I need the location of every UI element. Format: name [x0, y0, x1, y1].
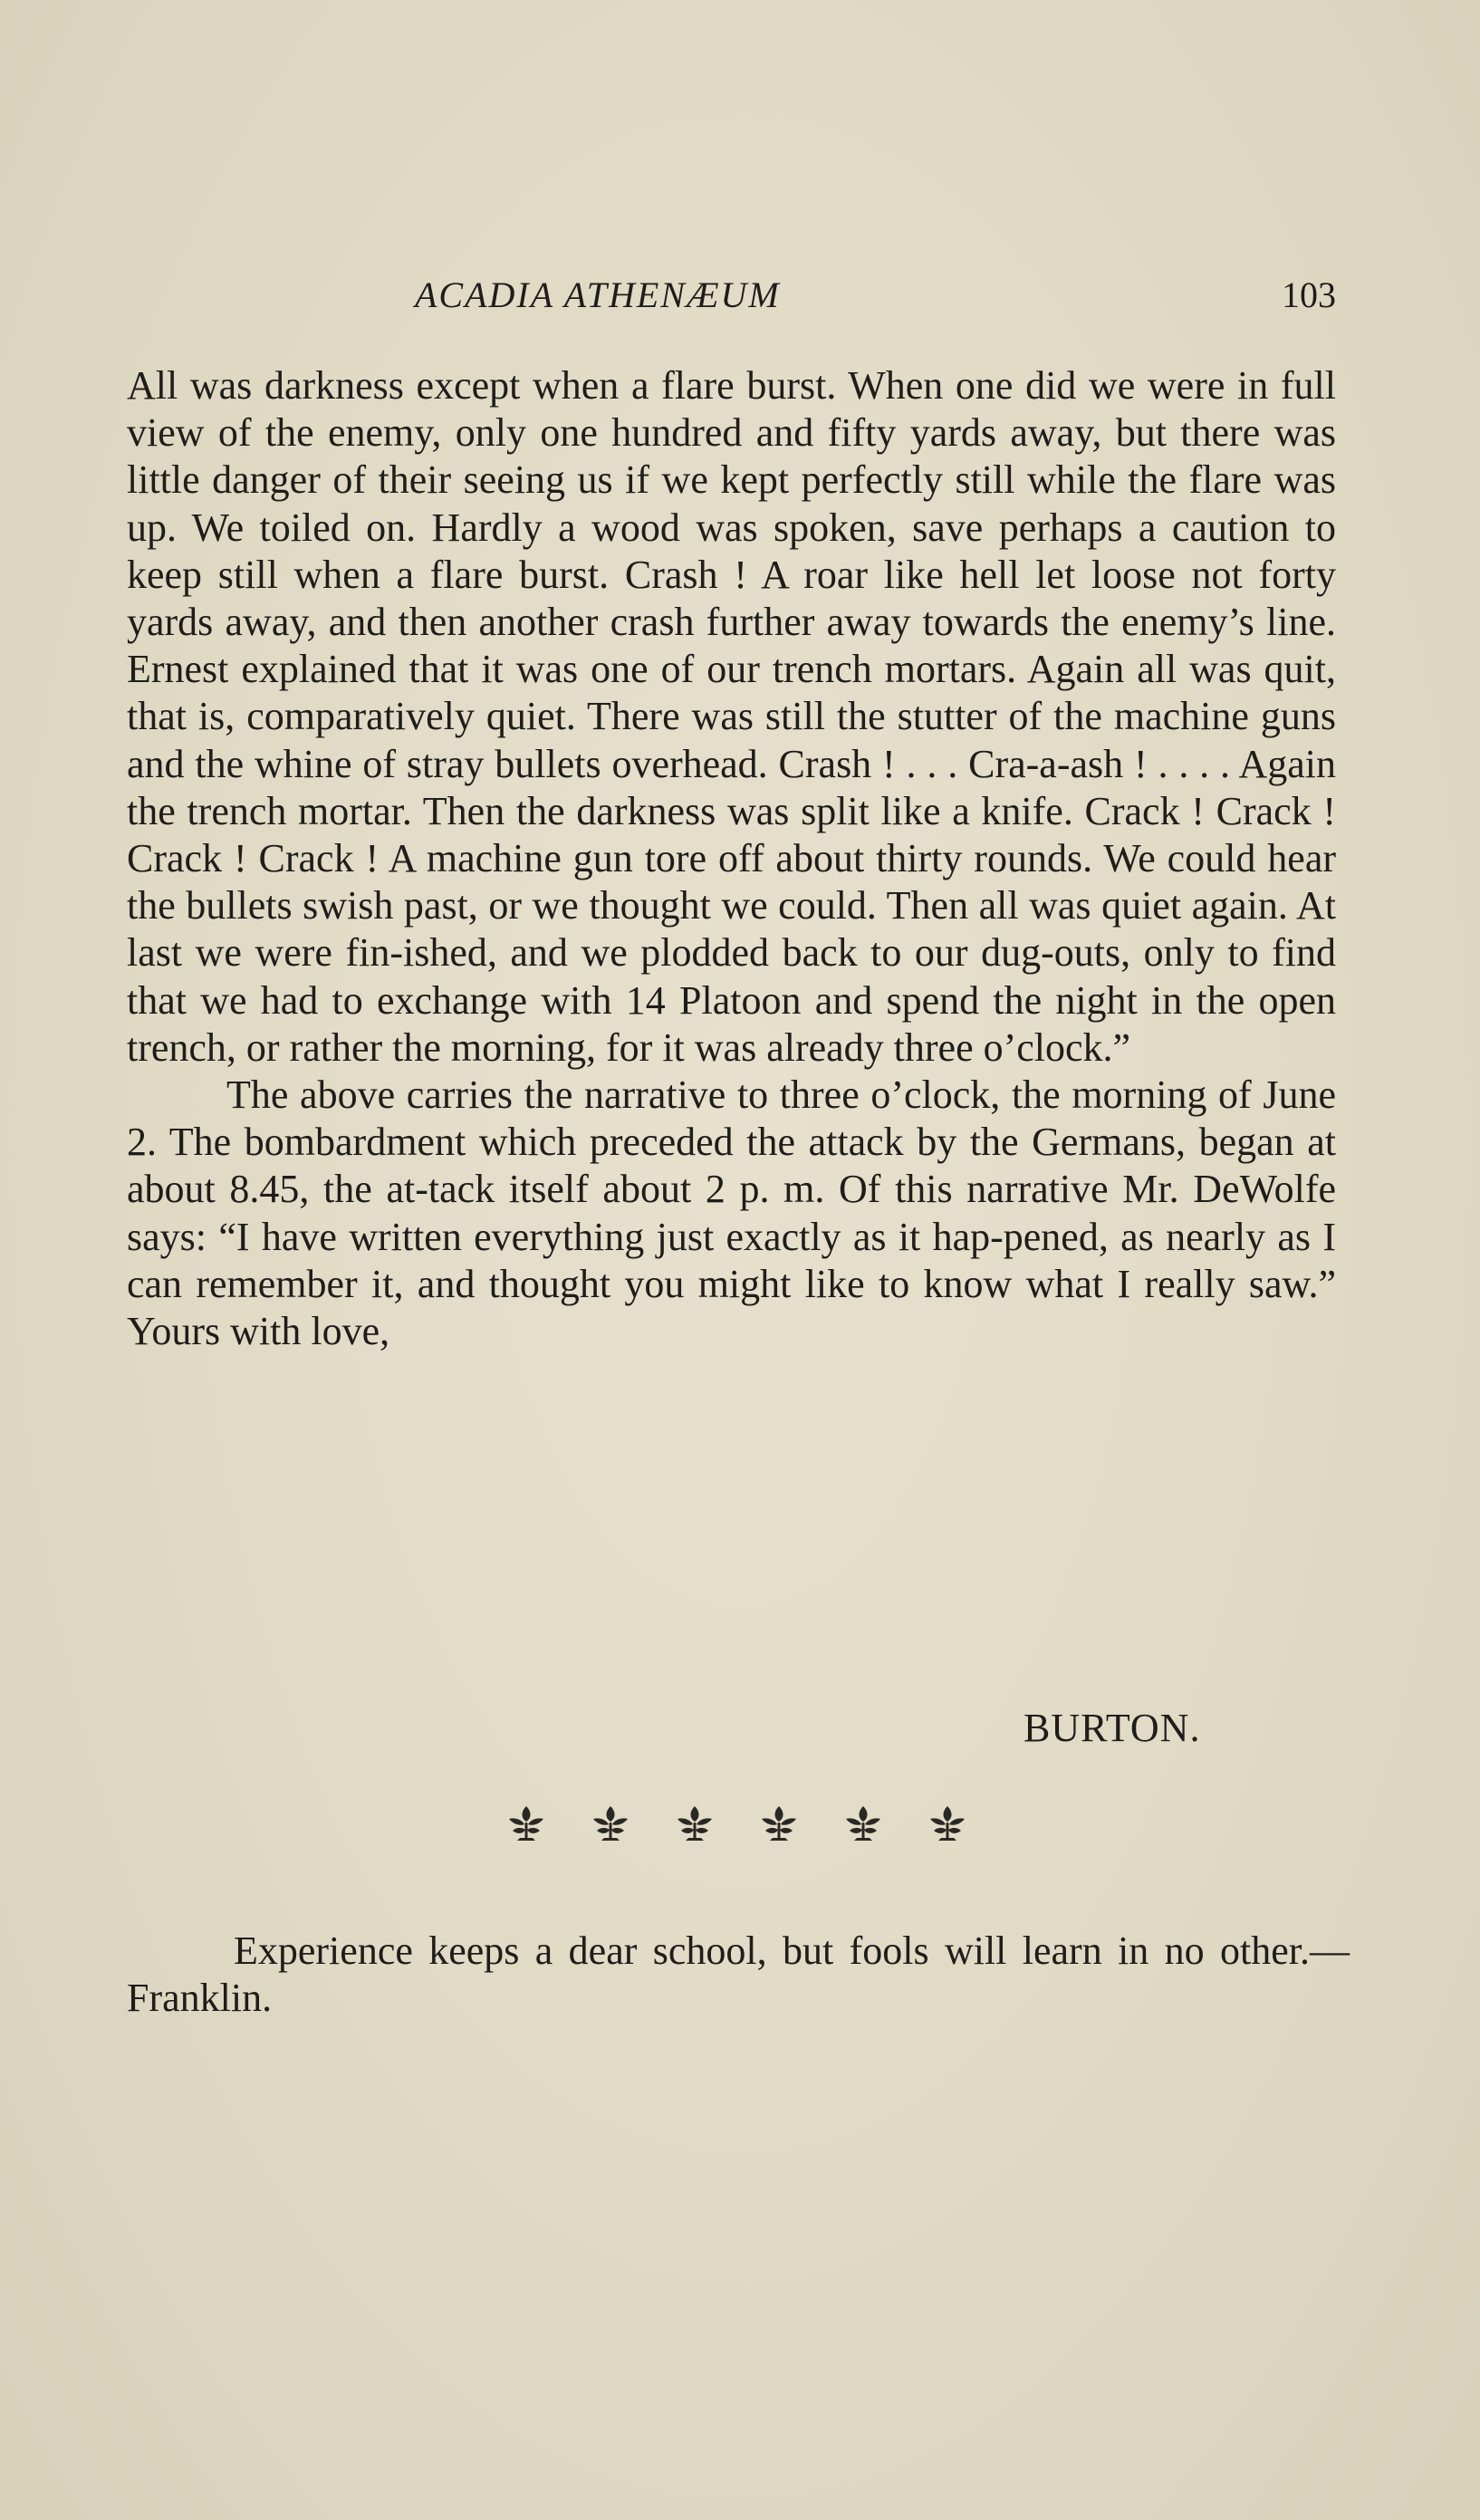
running-title: ACADIA ATHENÆUM — [415, 274, 781, 315]
signature: BURTON. — [1024, 1706, 1201, 1750]
floral-ornament-icon — [758, 1803, 800, 1844]
page-number: 103 — [1282, 274, 1336, 315]
franklin-quote: Experience keeps a dear school, but fools will learn in no other.—Franklin. — [127, 1928, 1350, 2020]
body-text — [127, 362, 1336, 1355]
paragraph-narrative: All was darkness except when a flare burst. When one did we were in full view of the enemy, only one hundred and fifty yards away, but there was little danger of their seeing us if we kept perfectly still while the flare was up. We toiled on. Hardly a wood was spoken, save perhaps a caution to keep still when a flare burst. Crash ! A roar like hell let loose not forty yards away, and then another crash further away towards the enemy’s line. Ernest explained that it was one of our trench mortars. Again all was quit, that is, comparatively quiet. There was still the stutter of the machine guns and the whine of stray bullets overhead. Crash ! . . . Cra-a-ash ! . . . . Again the trench mortar. Then the darkness was split like a knife. Crack ! Crack ! Crack ! Crack ! A machine gun tore off about thirty rounds. We could hear the bullets swish past, or we thought we could. Then all was quiet again. At last we were fin-ished, and we plodded back to our dug-outs, only to find that we had to exchange with 14 Platoon and spend the night in the open trench, or rather the morning, for it was already three o’clock.” — [127, 363, 1336, 1070]
floral-ornament-icon — [674, 1803, 716, 1844]
floral-ornament-icon — [590, 1803, 631, 1844]
running-head — [127, 268, 1336, 322]
floral-ornament-icon — [927, 1803, 968, 1844]
paragraph-commentary: The above carries the narrative to three o’clock, the morning of June 2. The bombardment which preceded the attack by the Germans, began at about 8.45, the at-tack itself about 2 p. m. Of this narrative Mr. DeWolfe says: “I have written everything just exactly as it hap-pened, as nearly as I can remember it, and thought you might like to know what I really saw.” Yours with love, — [127, 1072, 1336, 1354]
ornament-divider — [505, 1803, 958, 1844]
floral-ornament-icon — [505, 1803, 547, 1844]
floral-ornament-icon — [842, 1803, 884, 1844]
